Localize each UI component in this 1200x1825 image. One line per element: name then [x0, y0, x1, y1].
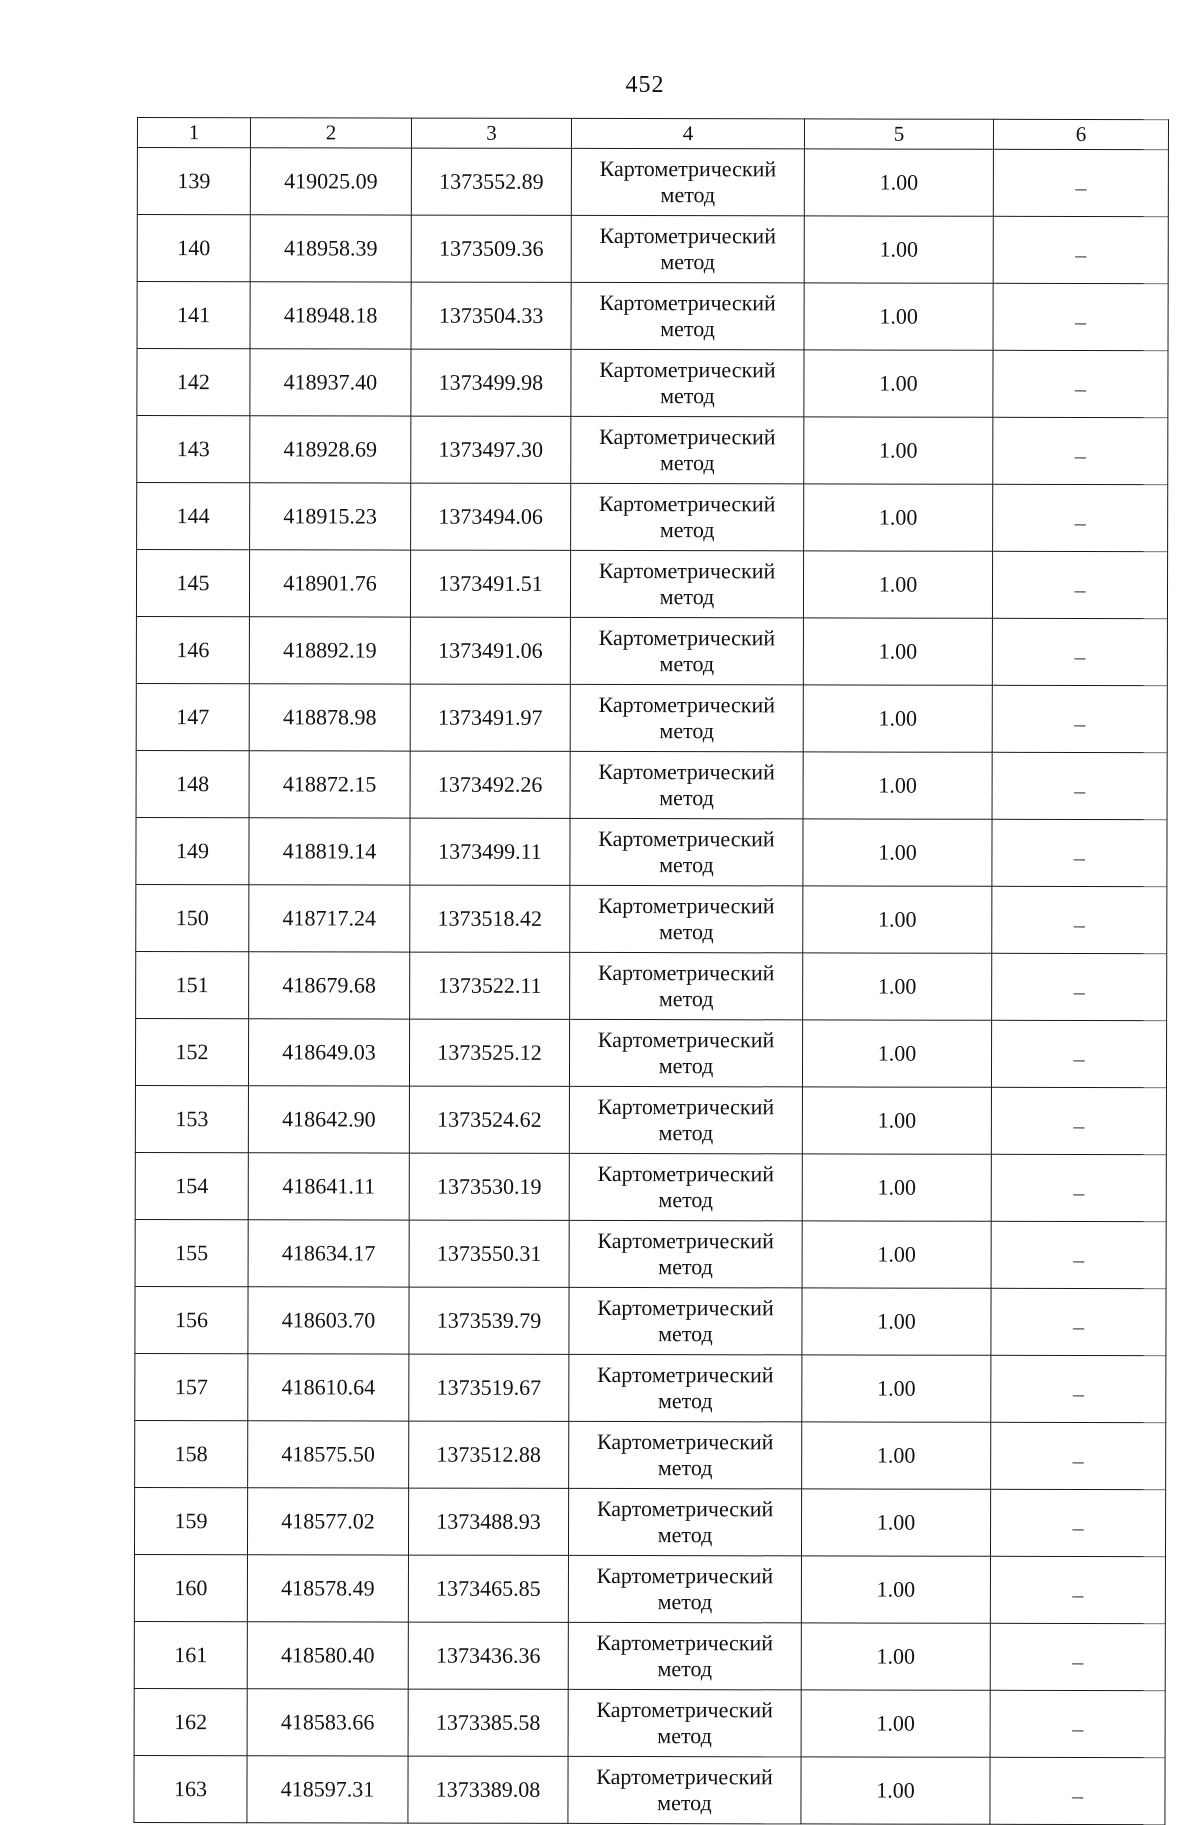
accuracy-cell: 1.00: [803, 685, 992, 752]
method-line-1: Картометрический: [597, 1093, 775, 1120]
table-row: [137, 349, 1168, 418]
column-header: 3: [411, 118, 571, 148]
column-header: 1: [137, 118, 250, 148]
point-number-cell: 154: [135, 1152, 248, 1219]
accuracy-cell: 1.00: [801, 1556, 990, 1623]
note-dash-cell: –: [993, 283, 1168, 350]
accuracy-cell: 1.00: [803, 551, 992, 618]
method-line-1: Картометрический: [599, 155, 777, 182]
method-line-2: метод: [657, 1522, 713, 1548]
point-number-cell: 146: [136, 616, 249, 683]
method-cell: [570, 818, 803, 885]
point-number-cell: 157: [135, 1353, 248, 1420]
point-number-cell: 151: [136, 951, 249, 1018]
x-coordinate-cell: 418642.90: [248, 1086, 409, 1153]
method-line-1: Картометрический: [598, 691, 776, 718]
method-cell: [569, 1354, 802, 1421]
x-coordinate-cell: 418577.02: [247, 1488, 408, 1555]
note-dash-cell: –: [992, 953, 1167, 1020]
x-coordinate-cell: 418878.98: [249, 684, 410, 751]
y-coordinate-cell: 1373488.93: [408, 1488, 568, 1555]
accuracy-cell: 1.00: [802, 1422, 991, 1489]
note-dash-cell: –: [991, 1087, 1166, 1154]
method-line-1: Картометрический: [597, 1361, 774, 1388]
method-line-1: Картометрический: [598, 624, 776, 651]
method-cell: [568, 1555, 801, 1622]
y-coordinate-cell: 1373491.51: [410, 550, 570, 617]
method-cell: [569, 1153, 802, 1220]
note-dash-cell: –: [992, 618, 1167, 685]
method-cell: [570, 684, 803, 751]
table-row: [134, 1755, 1165, 1824]
table-row: [134, 1487, 1165, 1556]
point-number-cell: 145: [136, 550, 249, 617]
method-cell: [568, 1756, 801, 1823]
method-cell: [568, 1689, 801, 1756]
y-coordinate-cell: 1373512.88: [409, 1421, 569, 1488]
accuracy-cell: 1.00: [801, 1489, 990, 1556]
point-number-cell: 163: [134, 1755, 247, 1822]
method-cell: [571, 349, 804, 416]
table-row: [134, 1688, 1165, 1757]
table-row: [134, 1554, 1165, 1623]
x-coordinate-cell: 418597.31: [247, 1756, 408, 1823]
table-body: [134, 148, 1169, 1825]
y-coordinate-cell: 1373497.30: [411, 416, 571, 483]
x-coordinate-cell: 418937.40: [250, 349, 411, 416]
x-coordinate-cell: 418603.70: [248, 1287, 409, 1354]
method-line-2: метод: [658, 1321, 713, 1347]
point-number-cell: 162: [134, 1688, 247, 1755]
y-coordinate-cell: 1373524.62: [409, 1086, 569, 1153]
table-row: [135, 1085, 1166, 1154]
method-line-2: метод: [657, 1656, 713, 1682]
method-cell: [570, 885, 803, 952]
x-coordinate-cell: 418649.03: [248, 1019, 409, 1086]
accuracy-cell: 1.00: [802, 1087, 991, 1154]
table-row: [137, 148, 1168, 217]
y-coordinate-cell: 1373492.26: [410, 751, 570, 818]
y-coordinate-cell: 1373509.36: [411, 215, 571, 282]
table-row: [136, 750, 1167, 819]
y-coordinate-cell: 1373525.12: [409, 1019, 569, 1086]
method-cell: [569, 1220, 802, 1287]
method-line-2: метод: [660, 316, 715, 342]
method-line-2: метод: [659, 852, 714, 878]
table-row: [135, 1219, 1166, 1288]
method-cell: [571, 282, 804, 349]
note-dash-cell: –: [991, 1221, 1166, 1288]
method-line-1: Картометрический: [598, 557, 776, 584]
note-dash-cell: –: [992, 551, 1167, 618]
method-line-1: Картометрический: [599, 289, 776, 316]
point-number-cell: 152: [135, 1018, 248, 1085]
method-line-2: метод: [660, 182, 716, 208]
accuracy-cell: 1.00: [803, 618, 992, 685]
x-coordinate-cell: 418610.64: [248, 1354, 409, 1421]
coordinates-table: [133, 117, 1169, 1825]
point-number-cell: 147: [136, 683, 249, 750]
method-cell: [571, 215, 804, 282]
method-line-2: метод: [657, 1455, 713, 1481]
y-coordinate-cell: 1373504.33: [411, 282, 571, 349]
method-line-2: метод: [658, 1254, 713, 1280]
x-coordinate-cell: 418717.24: [249, 885, 410, 952]
x-coordinate-cell: 418872.15: [249, 751, 410, 818]
table-row: [135, 1152, 1166, 1221]
accuracy-cell: 1.00: [801, 1690, 990, 1757]
y-coordinate-cell: 1373518.42: [410, 885, 570, 952]
method-line-2: метод: [659, 450, 715, 476]
column-header: 2: [250, 118, 411, 148]
point-number-cell: 159: [134, 1487, 247, 1554]
column-header: 5: [804, 119, 993, 149]
method-cell: [569, 1019, 802, 1086]
method-cell: [570, 952, 803, 1019]
accuracy-cell: 1.00: [802, 1288, 991, 1355]
y-coordinate-cell: 1373552.89: [411, 148, 571, 215]
method-line-1: Картометрический: [597, 959, 775, 986]
note-dash-cell: –: [993, 350, 1168, 417]
note-dash-cell: –: [993, 417, 1168, 484]
x-coordinate-cell: 418819.14: [249, 818, 410, 885]
method-line-2: метод: [660, 249, 716, 275]
method-line-2: метод: [658, 1120, 714, 1146]
method-line-2: метод: [657, 1723, 712, 1749]
method-line-1: Картометрический: [599, 356, 776, 383]
table-row: [136, 817, 1167, 886]
method-cell: [571, 148, 804, 215]
accuracy-cell: 1.00: [803, 752, 992, 819]
method-line-2: метод: [659, 718, 715, 744]
note-dash-cell: –: [990, 1757, 1165, 1824]
table-row: [136, 884, 1167, 953]
point-number-cell: 142: [137, 349, 250, 416]
method-cell: [571, 483, 804, 550]
table-row: [136, 550, 1167, 619]
method-line-1: Картометрический: [596, 1629, 774, 1656]
y-coordinate-cell: 1373494.06: [411, 483, 571, 550]
accuracy-cell: 1.00: [804, 350, 993, 417]
x-coordinate-cell: 418928.69: [250, 416, 411, 483]
method-line-1: Картометрический: [596, 1696, 773, 1723]
method-cell: [568, 1488, 801, 1555]
table-row: [134, 1621, 1165, 1690]
accuracy-cell: 1.00: [802, 1355, 991, 1422]
method-line-1: Картометрический: [597, 1160, 775, 1187]
method-line-1: Картометрический: [599, 423, 776, 450]
table-row: [136, 683, 1167, 752]
point-number-cell: 160: [134, 1554, 247, 1621]
method-cell: [570, 550, 803, 617]
x-coordinate-cell: 418892.19: [249, 617, 410, 684]
point-number-cell: 148: [136, 750, 249, 817]
x-coordinate-cell: 418679.68: [249, 952, 410, 1019]
x-coordinate-cell: 418575.50: [248, 1421, 409, 1488]
method-line-1: Картометрический: [598, 892, 775, 919]
note-dash-cell: –: [991, 1288, 1166, 1355]
accuracy-cell: 1.00: [804, 283, 993, 350]
note-dash-cell: –: [992, 752, 1167, 819]
y-coordinate-cell: 1373499.11: [410, 818, 570, 885]
method-line-2: метод: [658, 919, 714, 945]
method-line-2: метод: [658, 1187, 714, 1213]
method-line-1: Картометрический: [598, 758, 775, 785]
note-dash-cell: –: [991, 1020, 1166, 1087]
table-row: [136, 616, 1167, 685]
point-number-cell: 141: [137, 282, 250, 349]
method-cell: [570, 751, 803, 818]
point-number-cell: 144: [137, 483, 250, 550]
accuracy-cell: 1.00: [803, 953, 992, 1020]
y-coordinate-cell: 1373436.36: [408, 1622, 568, 1689]
y-coordinate-cell: 1373550.31: [409, 1220, 569, 1287]
method-line-2: метод: [660, 383, 715, 409]
note-dash-cell: –: [993, 216, 1168, 283]
column-header: 4: [571, 118, 804, 148]
method-line-2: метод: [658, 986, 714, 1012]
table-row: [135, 1420, 1166, 1489]
table-row: [137, 215, 1168, 284]
method-line-2: метод: [659, 651, 715, 677]
method-line-1: Картометрический: [597, 1227, 774, 1254]
table-row: [137, 282, 1168, 351]
accuracy-cell: 1.00: [802, 1020, 991, 1087]
method-line-1: Картометрический: [597, 1294, 774, 1321]
accuracy-cell: 1.00: [804, 484, 993, 551]
method-line-1: Картометрический: [596, 1763, 773, 1790]
accuracy-cell: 1.00: [801, 1623, 990, 1690]
point-number-cell: 149: [136, 817, 249, 884]
note-dash-cell: –: [991, 1355, 1166, 1422]
method-line-1: Картометрический: [598, 490, 776, 517]
point-number-cell: 153: [135, 1085, 248, 1152]
x-coordinate-cell: 418901.76: [249, 550, 410, 617]
method-line-2: метод: [657, 1589, 713, 1615]
method-cell: [569, 1086, 802, 1153]
header-row: [137, 118, 1168, 150]
accuracy-cell: 1.00: [804, 149, 993, 216]
point-number-cell: 161: [134, 1621, 247, 1688]
y-coordinate-cell: 1373491.97: [410, 684, 570, 751]
accuracy-cell: 1.00: [802, 1154, 991, 1221]
method-cell: [569, 1287, 802, 1354]
accuracy-cell: 1.00: [803, 819, 992, 886]
point-number-cell: 139: [137, 148, 250, 215]
y-coordinate-cell: 1373519.67: [409, 1354, 569, 1421]
note-dash-cell: –: [990, 1690, 1165, 1757]
y-coordinate-cell: 1373530.19: [409, 1153, 569, 1220]
method-cell: [569, 1421, 802, 1488]
method-line-1: Картометрический: [596, 1428, 774, 1455]
column-header: 6: [993, 119, 1168, 149]
x-coordinate-cell: 418641.11: [248, 1153, 409, 1220]
table-row: [136, 951, 1167, 1020]
method-line-2: метод: [659, 584, 715, 610]
x-coordinate-cell: 418580.40: [247, 1622, 408, 1689]
table-row: [135, 1353, 1166, 1422]
table-row: [135, 1018, 1166, 1087]
accuracy-cell: 1.00: [802, 1221, 991, 1288]
point-number-cell: 150: [136, 884, 249, 951]
method-line-1: Картометрический: [597, 1026, 775, 1053]
method-cell: [571, 416, 804, 483]
point-number-cell: 158: [135, 1420, 248, 1487]
x-coordinate-cell: 418958.39: [250, 215, 411, 282]
x-coordinate-cell: 418578.49: [247, 1555, 408, 1622]
accuracy-cell: 1.00: [804, 216, 993, 283]
method-line-1: Картометрический: [596, 1495, 774, 1522]
point-number-cell: 140: [137, 215, 250, 282]
method-line-1: Картометрический: [596, 1562, 774, 1589]
note-dash-cell: –: [992, 685, 1167, 752]
method-cell: [570, 617, 803, 684]
method-line-2: метод: [658, 1053, 714, 1079]
point-number-cell: 156: [135, 1286, 248, 1353]
method-cell: [568, 1622, 801, 1689]
point-number-cell: 155: [135, 1219, 248, 1286]
y-coordinate-cell: 1373491.06: [410, 617, 570, 684]
y-coordinate-cell: 1373522.11: [410, 952, 570, 1019]
note-dash-cell: –: [991, 1422, 1166, 1489]
method-line-1: Картометрический: [599, 222, 777, 249]
accuracy-cell: 1.00: [801, 1757, 990, 1824]
table-row: [135, 1286, 1166, 1355]
note-dash-cell: –: [992, 819, 1167, 886]
method-line-2: метод: [659, 785, 714, 811]
table-row: [137, 483, 1168, 552]
x-coordinate-cell: 419025.09: [250, 148, 411, 215]
method-line-1: Картометрический: [598, 825, 775, 852]
method-line-2: метод: [659, 517, 715, 543]
note-dash-cell: –: [992, 886, 1167, 953]
page-number: 452: [625, 72, 665, 98]
note-dash-cell: –: [990, 1623, 1165, 1690]
note-dash-cell: –: [990, 1489, 1165, 1556]
x-coordinate-cell: 418915.23: [250, 483, 411, 550]
method-line-2: метод: [657, 1388, 713, 1414]
y-coordinate-cell: 1373539.79: [409, 1287, 569, 1354]
accuracy-cell: 1.00: [803, 886, 992, 953]
y-coordinate-cell: 1373465.85: [408, 1555, 568, 1622]
note-dash-cell: –: [993, 484, 1168, 551]
x-coordinate-cell: 418634.17: [248, 1220, 409, 1287]
y-coordinate-cell: 1373385.58: [408, 1689, 568, 1756]
note-dash-cell: –: [991, 1154, 1166, 1221]
x-coordinate-cell: 418583.66: [247, 1689, 408, 1756]
note-dash-cell: –: [990, 1556, 1165, 1623]
x-coordinate-cell: 418948.18: [250, 282, 411, 349]
method-line-2: метод: [657, 1790, 712, 1816]
table-header: [137, 118, 1168, 150]
table-row: [137, 416, 1168, 485]
point-number-cell: 143: [137, 416, 250, 483]
y-coordinate-cell: 1373389.08: [408, 1756, 568, 1823]
y-coordinate-cell: 1373499.98: [411, 349, 571, 416]
note-dash-cell: –: [993, 149, 1168, 216]
accuracy-cell: 1.00: [804, 417, 993, 484]
